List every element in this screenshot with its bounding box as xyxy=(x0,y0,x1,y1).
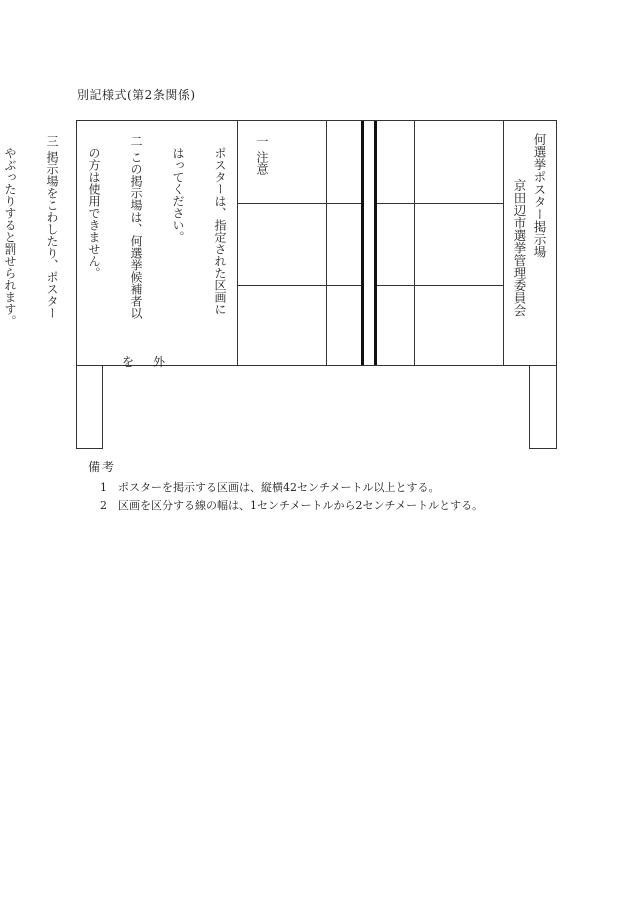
board-thick-divider-left xyxy=(361,121,364,365)
remark-item xyxy=(100,497,483,513)
sign-title: 何選挙ポスター掲示場 xyxy=(532,133,547,258)
board-divider xyxy=(414,121,415,365)
notice-line: はってください。 xyxy=(171,135,185,243)
notice-line: ポスターは、指定された区画に xyxy=(213,135,227,315)
board-row-line xyxy=(377,203,503,204)
notice-line: やぶったりすると罰せられます。 xyxy=(3,135,17,327)
notice-line: 二 この掲示場は、何選挙候補者以 xyxy=(129,135,143,319)
remark-number: 1 xyxy=(100,481,107,494)
notice-line: 三 掲示場をこわしたり、ポスター xyxy=(45,135,59,319)
notice-line-end: 外 xyxy=(153,355,166,369)
notice-line: の方は使用できません。 xyxy=(87,135,101,279)
remark-text: ポスターを掲示する区画は、縦横42センチメートル以上とする。 xyxy=(118,481,440,494)
remarks-heading: 備考 xyxy=(88,460,117,474)
remark-item xyxy=(100,479,440,495)
remark-number: 2 xyxy=(100,499,107,512)
board-thick-divider-right xyxy=(374,121,377,365)
poster-board xyxy=(3,120,557,369)
board-leg-left xyxy=(76,365,103,449)
remark-text: 区画を区分する線の幅は、1センチメートルから2センチメートルとする。 xyxy=(118,499,484,512)
board-row-line xyxy=(377,285,503,286)
board-divider-sign xyxy=(503,121,504,365)
form-title: 別記様式(第2条関係) xyxy=(77,88,196,102)
sign-issuer: 京田辺市選挙管理委員会 xyxy=(512,179,527,317)
notice-line: 一 注意 xyxy=(255,135,269,175)
notice-line-end: を xyxy=(122,355,135,369)
board-leg-right xyxy=(529,365,557,449)
board-divider xyxy=(326,121,327,365)
notice-text xyxy=(3,135,297,345)
